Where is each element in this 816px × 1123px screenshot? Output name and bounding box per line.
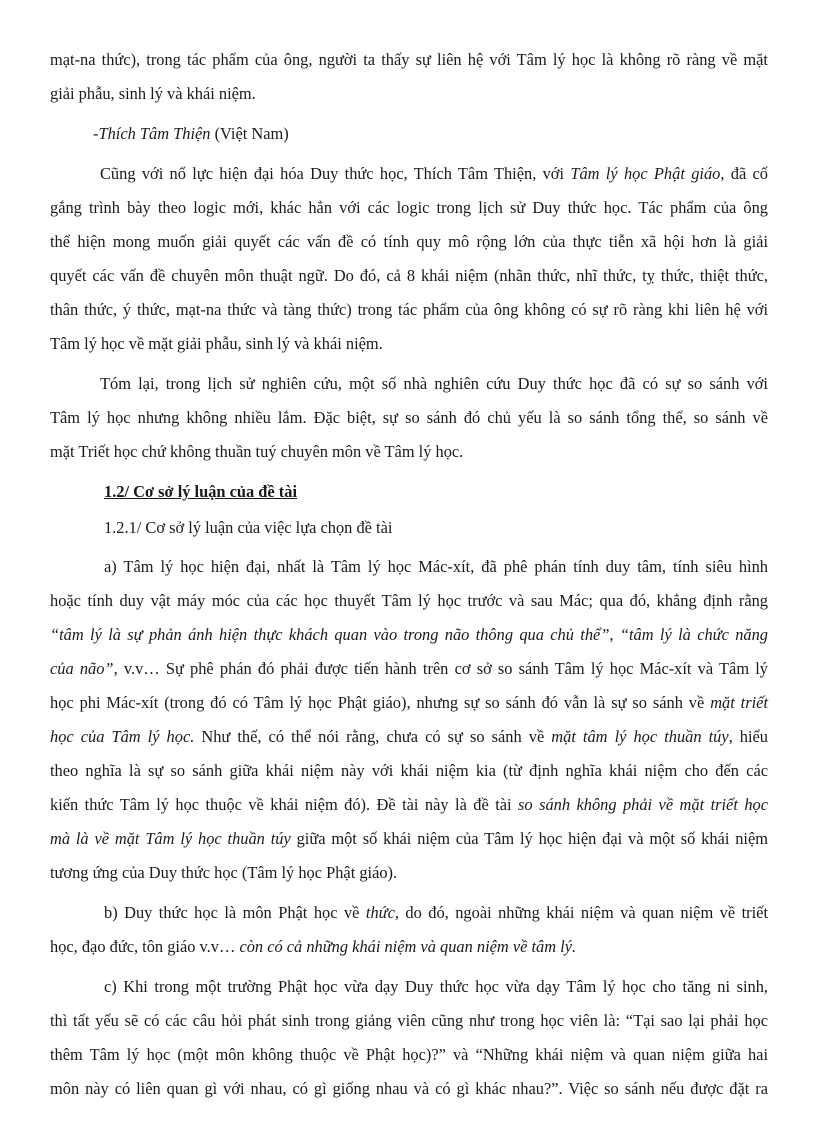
text-run: , hiểu [728, 727, 769, 746]
text-run: mặt Triết học chứ không thuần tuý chuyên môn về Tâm lý học. [50, 442, 464, 461]
text-run: Tâm lý học về mặt giải phẫu, sinh lý và khái niệm. [50, 334, 383, 353]
italic-text: mặt triết [710, 693, 768, 712]
text-run: giữa một số khái niệm của Tâm lý học hiện đại và một số khái niệm [290, 829, 769, 848]
text-run: b) Duy thức học là môn Phật học về [104, 903, 366, 922]
text-run: 1.2.1/ Cơ sở lý luận của việc lựa chọn đề tài [104, 518, 393, 537]
text-line [50, 691, 768, 715]
text-line [50, 861, 768, 885]
text-run: theo nghĩa là sự so sánh giữa khái niệm này với khái niệm kia (từ định nghĩa khái niệm cho đến các [50, 761, 768, 780]
text-line [50, 230, 768, 254]
text-line [50, 196, 768, 220]
text-run: , do đó, ngoài những khái niệm và quan niệm về triết [394, 903, 768, 922]
text-run: thân thức, ý thức, mạt-na thức và tàng thức) trong tác phẩm của ông không có sự rõ ràng khi liên hệ với [50, 300, 768, 319]
text-run: học phi Mác-xít (trong đó có Tâm lý học Phật giáo), nhưng sự so sánh đó vẫn là sự so sánh về [50, 693, 711, 712]
text-line [50, 589, 768, 613]
text-line [50, 725, 768, 749]
text-line [50, 1043, 768, 1067]
text-line [50, 793, 768, 817]
text-line [50, 759, 768, 783]
text-run: quyết các vấn đề chuyên môn thuật ngữ. Do đó, cả 8 khái niệm (nhãn thức, nhĩ thức, tỵ thức, thiệt thức, [50, 266, 768, 285]
text-line [50, 298, 768, 322]
text-line [104, 975, 768, 999]
text-line [50, 264, 768, 288]
text-run: tương ứng của Duy thức học (Tâm lý học Phật giáo). [50, 863, 398, 882]
text-line [50, 827, 768, 851]
text-line [50, 48, 768, 72]
text-run: a) Tâm lý học hiện đại, nhất là Tâm lý học Mác-xít, đã phê phán tính duy tâm, tính siêu hình [104, 557, 768, 576]
text-run: giải phẫu, sinh lý và khái niệm. [50, 84, 256, 103]
author-heading [93, 122, 768, 146]
italic-text: học của Tâm lý học. [50, 727, 195, 746]
text-run: thể hiện mong muốn giải quyết các vấn đề có tính quy mô rộng lớn của thực tiễn xã hội hơn là giải [50, 232, 768, 251]
text-run: , đã cố [720, 164, 769, 183]
text-line [100, 372, 768, 396]
italic-text: Tâm lý học Phật giáo [570, 164, 721, 183]
italic-text: mặt tâm lý học thuần túy [551, 727, 729, 746]
text-line [50, 935, 768, 959]
text-run: thêm Tâm lý học (một môn không thuộc về Phật học)?” và “Những khái niệm và quan niệm giữa hai [50, 1045, 768, 1064]
text-run: học, đạo đức, tôn giáo v.v… [50, 937, 240, 956]
text-line [50, 623, 768, 647]
text-line [50, 657, 768, 681]
text-run: gắng trình bày theo logic mới, khác hẳn với các logic trong lịch sử Duy thức học. Tác phẩm của ông [50, 198, 768, 217]
text-run: 1.2/ Cơ sở lý luận của đề tài [104, 482, 298, 501]
italic-text: thức [365, 903, 395, 922]
text-run: c) Khi trong một trường Phật học vừa dạy Duy thức học vừa dạy Tâm lý học cho tăng ni sinh, [104, 977, 768, 996]
text-run: Như thế, có thể nói rằng, chưa có sự so sánh về [194, 727, 552, 746]
italic-text: còn có cả những khái niệm và quan niệm về tâm lý. [239, 937, 577, 956]
text-line [50, 406, 768, 430]
text-run: thì tất yếu sẽ có các câu hỏi phát sinh trong giảng viên cũng như trong học viên là: “Tại sao lại phải học [50, 1011, 768, 1030]
section-heading [104, 480, 768, 504]
text-run: - [93, 124, 99, 143]
text-line [50, 1077, 768, 1101]
italic-text: “tâm lý là sự phản ánh hiện thực khách quan vào trong não thông qua chủ thể” [50, 625, 610, 644]
text-run: hoặc tính duy vật máy móc của các học thuyết Tâm lý học trước và sau Mác; qua đó, khẳng định rằng [50, 591, 768, 610]
text-line [104, 555, 768, 579]
text-run: Cũng với nổ lực hiện đại hóa Duy thức học, Thích Tâm Thiện, với [100, 164, 571, 183]
text-run: kiến thức Tâm lý học thuộc về khái niệm đó). Đề tài này là đề tài [50, 795, 519, 814]
text-run: Tâm lý học nhưng không nhiều lắm. Đặc biệt, sự so sánh đó chủ yếu là so sánh tổng thể, so sánh về [50, 408, 768, 427]
text-run: , [609, 625, 620, 644]
text-line [100, 162, 768, 186]
text-line [50, 82, 768, 106]
text-run: mạt-na thức), trong tác phẩm của ông, người ta thấy sự liên hệ với Tâm lý học là không rõ ràng về mặt [50, 50, 768, 69]
italic-text: “tâm lý là chức năng [619, 625, 769, 644]
text-line [50, 440, 768, 464]
text-line [50, 332, 768, 356]
text-run: Tóm lại, trong lịch sử nghiên cứu, một số nhà nghiên cứu Duy thức học đã có sự so sánh với [100, 374, 768, 393]
italic-text: Thích Tâm Thiện [98, 124, 211, 143]
text-run: môn này có liên quan gì với nhau, có gì giống nhau và có gì khác nhau?”. Việc so sánh nếu được đặt ra [50, 1079, 768, 1098]
italic-text: của não” [50, 659, 114, 678]
italic-text: so sánh không phải về mặt triết học [518, 795, 768, 814]
italic-text: mà là về mặt Tâm lý học thuần túy [50, 829, 291, 848]
subsection-heading [104, 516, 768, 540]
text-run: , v.v… Sự phê phán đó phải được tiến hành trên cơ sở so sánh Tâm lý học Mác-xít và Tâm lý [113, 659, 768, 678]
text-line [104, 901, 768, 925]
text-line [50, 1009, 768, 1033]
text-run: (Việt Nam) [210, 124, 289, 143]
